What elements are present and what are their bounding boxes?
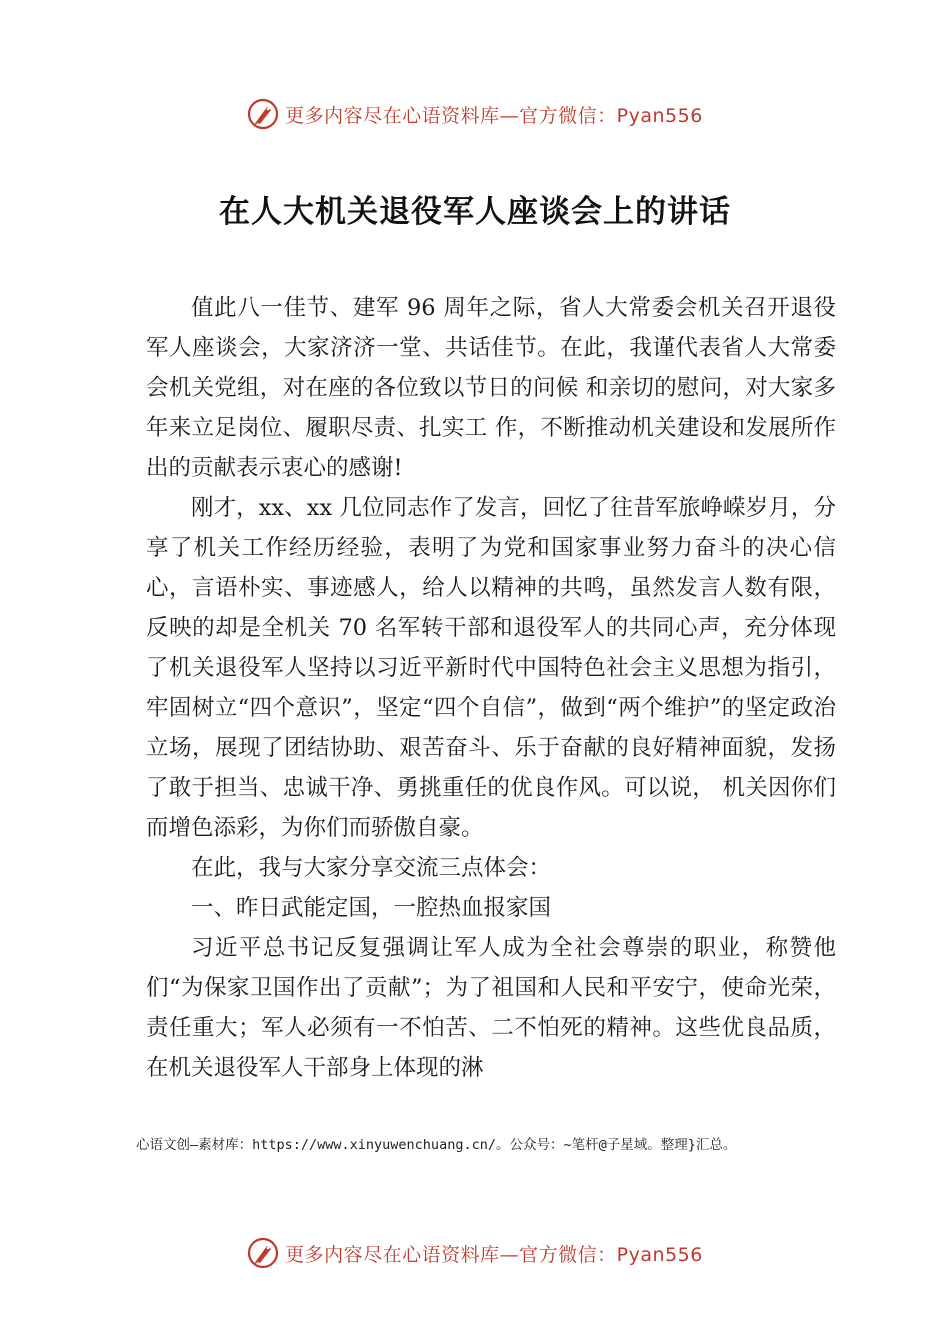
document-body [146,288,836,1088]
pen-nib-logo-icon [247,1237,279,1269]
watermark-text: 更多内容尽在心语资料库—官方微信：Pyan556 [285,1243,703,1266]
source-footnote: 心语文创—素材库：https://www.xinyuwenchuang.cn/。公众号：~笔杆@子星域。整理}汇总。 [136,1137,737,1153]
watermark-footer [0,1233,950,1273]
watermark-text: 更多内容尽在心语资料库—官方微信：Pyan556 [285,104,703,127]
paragraph: 刚才，xx、xx 几位同志作了发言，回忆了往昔军旅峥嵘岁月，分享了机关工作经历经验，表明了为党和国家事业努力奋斗的决心信心，言语朴实、事迹感人，给人以精神的共鸣，虽然发言人数有限，反映的却是全机关 70 名军转干部和退役军人的共同心声，充分体现了机关退役军人坚持以习近平新时代中国特色社会主义思想为指引，牢固树立“四个意识”，坚定“四个自信”，做到“两个维护”的坚定政治立场，展现了团结协助、艰苦奋斗、乐于奋献的良好精神面貌，发扬了敢于担当、忠诚干净、勇挑重任的优良作风。可以说， 机关因你们而增色添彩，为你们而骄傲自豪。 [146,495,836,841]
pen-nib-logo-icon [247,98,279,130]
watermark-header [0,94,950,134]
paragraph: 习近平总书记反复强调让军人成为全社会尊崇的职业，称赞他们“为保家卫国作出了贡献”；为了祖国和人民和平安宁，使命光荣，责任重大；军人必须有一不怕苦、二不怕死的精神。这些优良品质，在机关退役军人干部身上体现的淋 [146,935,836,1081]
paragraph: 在此，我与大家分享交流三点体会： [191,855,552,881]
document-title: 在人大机关退役军人座谈会上的讲话 [219,194,731,230]
section-heading: 一、昨日武能定国，一腔热血报家国 [191,895,552,921]
paragraph: 值此八一佳节、建军 96 周年之际，省人大常委会机关召开退役军人座谈会，大家济济一堂、共话佳节。在此，我谨代表省人大常委会机关党组，对在座的各位致以节日的问候 和亲切的慰问，对大家多年来立足岗位、履职尽责、扎实工 作，不断推动机关建设和发展所作出的贡献表示衷心的感谢! [146,295,836,481]
